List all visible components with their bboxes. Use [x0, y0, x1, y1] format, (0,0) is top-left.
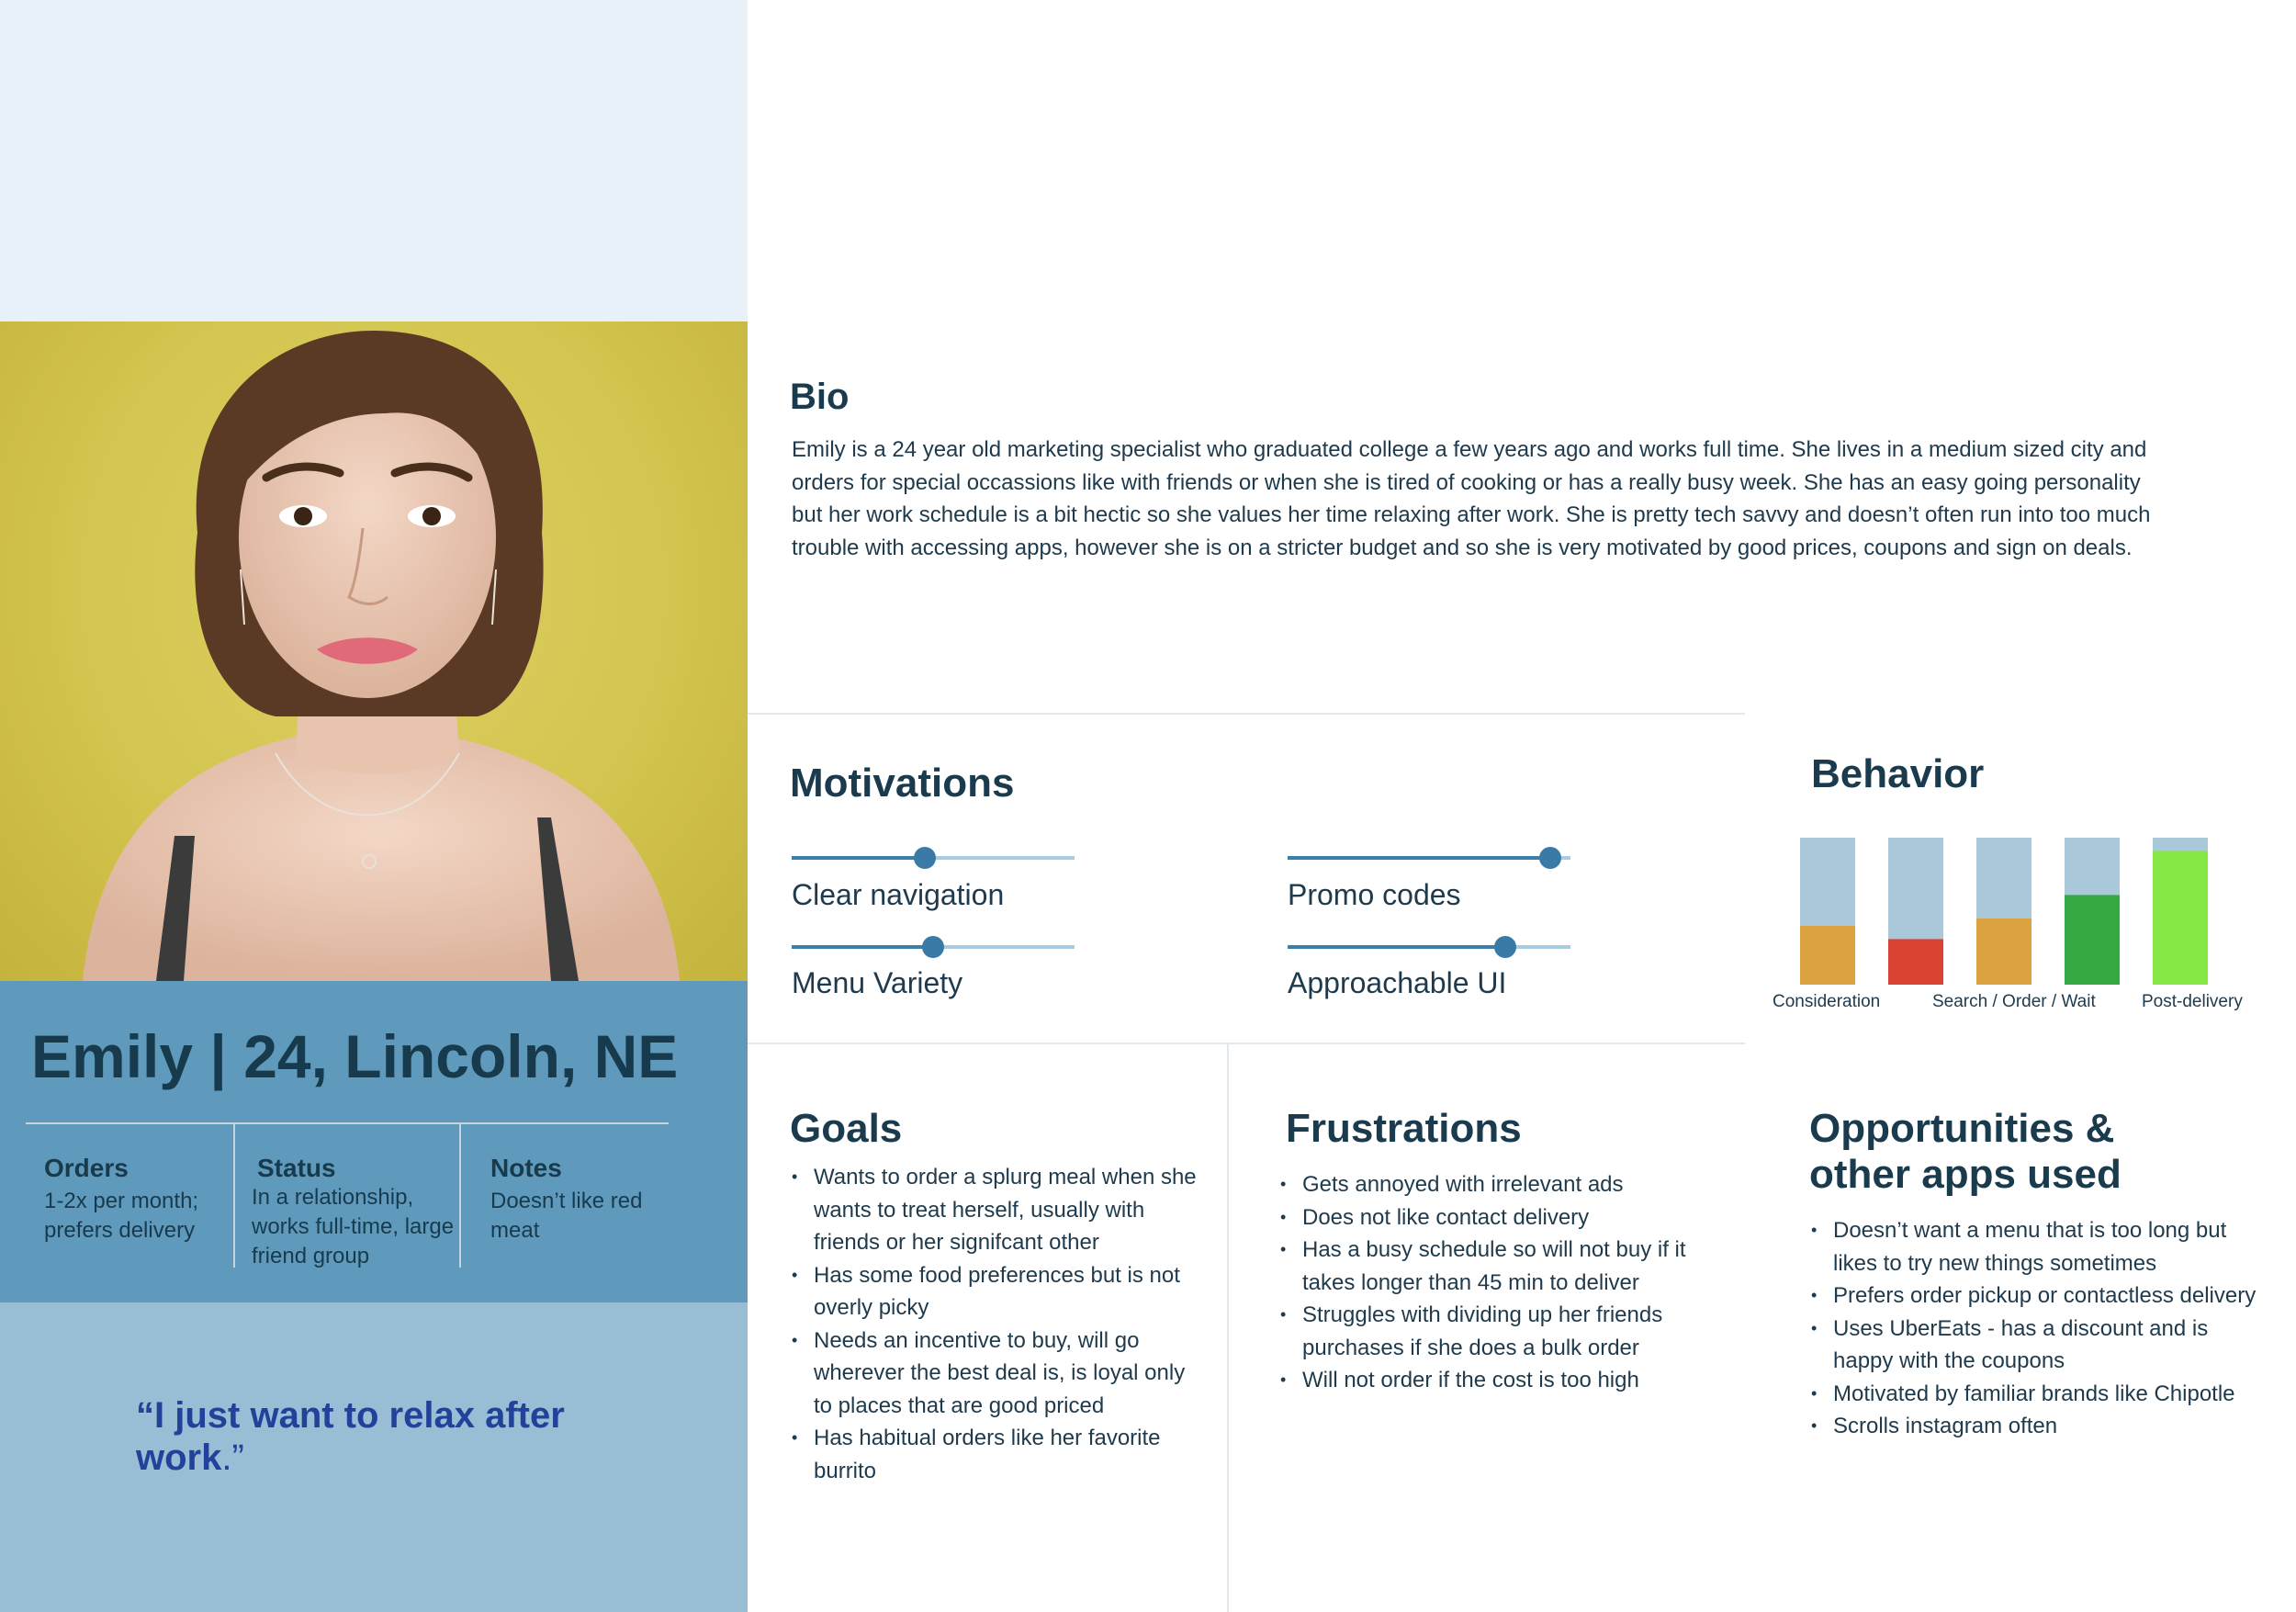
slider-fill — [792, 856, 925, 860]
list-item: • Has habitual orders like her favorite burrito — [792, 1422, 1205, 1487]
goals-list — [792, 1161, 1205, 1487]
behavior-title: Behavior — [1811, 751, 1985, 796]
bar-label-search-order-wait: Search / Order / Wait — [1932, 992, 2096, 1011]
behavior-bars — [1800, 838, 2278, 985]
divider — [233, 1122, 235, 1268]
list-item: • Doesn’t want a menu that is too long but likes to try new things sometimes — [1811, 1214, 2261, 1279]
info-text: In a relationship, works full-time, large friend group — [252, 1185, 455, 1268]
info-notes — [490, 1154, 683, 1246]
motivation-label: Promo codes — [1288, 878, 1461, 911]
list-item: • Needs an incentive to buy, will go wherever the best deal is, is loyal only to places that are good priced — [792, 1325, 1205, 1423]
list-item: • Struggles with dividing up her friends purchases if she does a bulk order — [1280, 1299, 1703, 1364]
motivation-label: Menu Variety — [792, 966, 963, 999]
opportunities-title-line: Opportunities & — [1809, 1106, 2115, 1151]
motivation-label: Clear navigation — [792, 878, 1005, 911]
quote-end: .” — [221, 1437, 244, 1478]
bar-3 — [1976, 919, 2032, 985]
slider-promo-codes[interactable] — [1288, 856, 1570, 860]
info-heading: Status — [257, 1154, 336, 1182]
divider — [1227, 1044, 1229, 1612]
bar-1 — [1800, 926, 1855, 985]
slider-knob[interactable] — [1539, 847, 1561, 869]
motivation-label: Approachable UI — [1288, 966, 1507, 999]
persona-quote — [136, 1394, 650, 1479]
info-text: Doesn’t like red meat — [490, 1189, 643, 1243]
divider — [748, 1043, 1745, 1044]
slider-menu-variety[interactable] — [792, 945, 1075, 949]
list-item: • Does not like contact delivery — [1280, 1201, 1703, 1234]
info-heading: Notes — [490, 1154, 562, 1182]
info-status — [252, 1154, 463, 1271]
list-item: • Motivated by familiar brands like Chipotle — [1811, 1378, 2261, 1411]
list-item: • Has some food preferences but is not overly picky — [792, 1259, 1205, 1325]
behavior-chart — [1800, 838, 2278, 985]
goals-title: Goals — [790, 1106, 903, 1151]
slider-fill — [1288, 945, 1505, 949]
frustrations-list — [1280, 1168, 1703, 1397]
bar-label-consideration: Consideration — [1773, 992, 1881, 1011]
slider-knob[interactable] — [1494, 936, 1516, 958]
frustrations-title: Frustrations — [1286, 1106, 1522, 1151]
slider-knob[interactable] — [922, 936, 944, 958]
persona-name: Emily | 24, Lincoln, NE — [31, 1022, 679, 1090]
quote-text: “I just want to relax after work — [136, 1395, 565, 1478]
opportunities-title-line: other apps used — [1809, 1152, 2122, 1197]
list-item: • Scrolls instagram often — [1811, 1410, 2261, 1443]
bar-label-post-delivery: Post-delivery — [2142, 992, 2243, 1011]
opportunities-list — [1811, 1214, 2261, 1443]
info-text: 1-2x per month; prefers delivery — [44, 1189, 199, 1243]
bar-5 — [2153, 851, 2208, 985]
portrait-illustration — [0, 321, 748, 981]
slider-knob[interactable] — [914, 847, 936, 869]
bio-title: Bio — [790, 377, 850, 417]
list-item: • Gets annoyed with irrelevant ads — [1280, 1168, 1703, 1201]
header-background — [0, 0, 748, 321]
slider-approachable-ui[interactable] — [1288, 945, 1570, 949]
divider — [26, 1122, 669, 1124]
motivations-title: Motivations — [790, 761, 1015, 806]
list-item: • Uses UberEats - has a discount and is happy with the coupons — [1811, 1313, 2261, 1378]
slider-clear-navigation[interactable] — [792, 856, 1075, 860]
bar-2 — [1888, 939, 1943, 985]
bar-4 — [2065, 895, 2120, 985]
info-orders — [44, 1154, 228, 1246]
persona-photo — [0, 321, 748, 981]
bio-text: Emily is a 24 year old marketing specialist who graduated college a few years ago and works full time. She lives in a medium sized city and orders for special occassions like with friends or when she is tired of cooking or has a really busy week. She has an easy going personality but her work schedule is a bit hectic so she values her time relaxing after work. She is pretty tech savvy and doesn’t often run into too much trouble with accessing apps, however she is on a stricter budget and so she is very motivated by good prices, coupons and sign on deals. — [792, 437, 2151, 560]
divider — [748, 713, 1745, 715]
list-item: • Will not order if the cost is too high — [1280, 1364, 1703, 1397]
list-item: • Prefers order pickup or contactless delivery — [1811, 1279, 2261, 1313]
opportunities-title — [1809, 1106, 2122, 1198]
slider-fill — [792, 945, 933, 949]
info-heading: Orders — [44, 1154, 129, 1182]
list-item: • Has a busy schedule so will not buy if it takes longer than 45 min to deliver — [1280, 1234, 1703, 1299]
list-item: • Wants to order a splurg meal when she wants to treat herself, usually with friends or her signifcant other — [792, 1161, 1205, 1259]
slider-fill — [1288, 856, 1550, 860]
